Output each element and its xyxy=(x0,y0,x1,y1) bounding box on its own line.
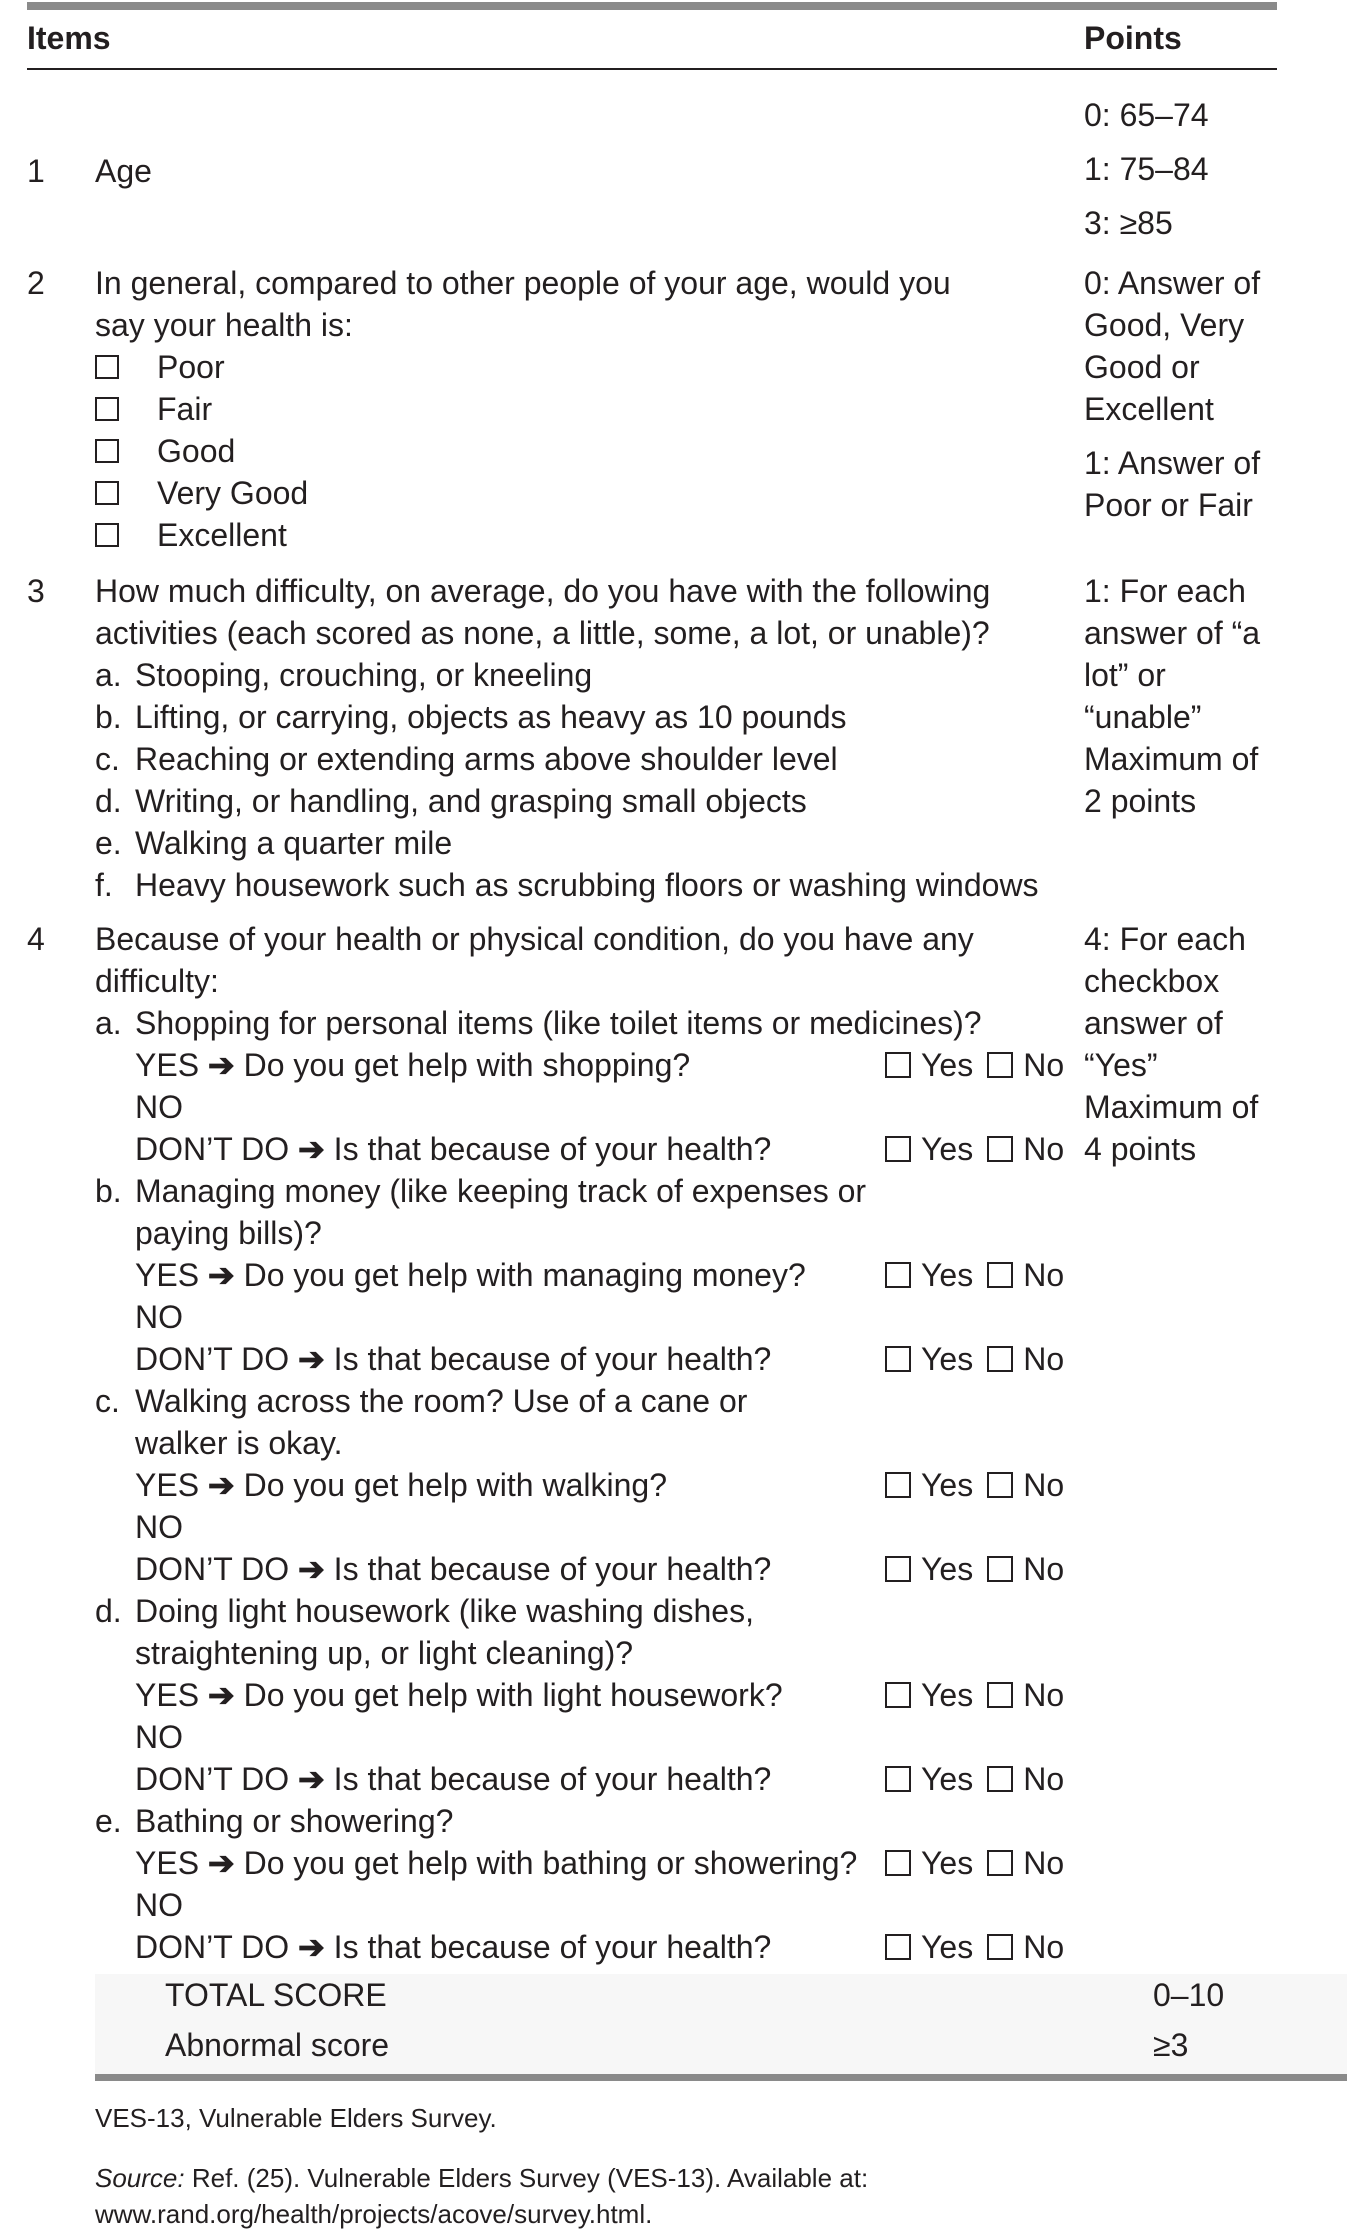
item4-points: 4: For each checkbox answer of “Yes” Maximum of 4 points xyxy=(1084,921,1259,1167)
question-text: Do you get help with light housework? xyxy=(243,1677,783,1713)
no-answer: NO xyxy=(135,1887,183,1923)
yes-row xyxy=(95,1674,1085,1716)
yes-no-choice[interactable] xyxy=(885,1254,1064,1296)
dont-question xyxy=(135,1338,885,1380)
yes-no-choice[interactable] xyxy=(885,1128,1064,1170)
no-row xyxy=(95,1506,1085,1548)
arrow-right-icon: ➔ xyxy=(207,1845,235,1881)
total-score-value: 0–10 xyxy=(1153,1977,1225,2013)
dont-row xyxy=(95,1758,1085,1800)
dont-row xyxy=(95,1128,1085,1170)
sub-question-a xyxy=(95,1002,1085,1044)
no-row xyxy=(95,1296,1085,1338)
item4-block xyxy=(95,918,1085,1968)
no-answer: NO xyxy=(135,1719,183,1755)
item-number: 4 xyxy=(27,921,45,957)
yes-label: Yes xyxy=(921,1677,974,1713)
yes-label: Yes xyxy=(921,1929,974,1965)
activity-text: Stooping, crouching, or kneeling xyxy=(135,657,593,693)
activity-text: Writing, or handling, and grasping small objects xyxy=(135,783,807,819)
dont-prefix: DON’T DO xyxy=(135,1131,290,1167)
checkbox-icon[interactable] xyxy=(95,355,119,379)
yes-row xyxy=(95,1464,1085,1506)
no-row xyxy=(95,1086,1085,1128)
question-text: Is that because of your health? xyxy=(333,1761,772,1797)
sub-question-b xyxy=(95,1170,895,1254)
sub-letter: d. xyxy=(95,1593,122,1629)
no-label: No xyxy=(1023,1467,1065,1503)
dont-row xyxy=(95,1338,1085,1380)
sub-text: Bathing or showering? xyxy=(135,1803,454,1839)
no-row xyxy=(95,1884,1085,1926)
sub-text: Shopping for personal items (like toilet items or medicines)? xyxy=(135,1005,982,1041)
no-label: No xyxy=(1023,1257,1065,1293)
yes-no-choice[interactable] xyxy=(885,1548,1064,1590)
checkbox-icon[interactable] xyxy=(885,1934,911,1960)
dont-prefix: DON’T DO xyxy=(135,1341,290,1377)
option-fair[interactable] xyxy=(95,388,965,430)
checkbox-icon[interactable] xyxy=(987,1136,1013,1162)
yes-label: Yes xyxy=(921,1467,974,1503)
source-note xyxy=(95,2160,1345,2232)
no-label: No xyxy=(1023,1929,1065,1965)
checkbox-icon[interactable] xyxy=(885,1136,911,1162)
yes-question xyxy=(135,1464,885,1506)
no-label: No xyxy=(1023,1677,1065,1713)
dont-question xyxy=(135,1758,885,1800)
no-answer: NO xyxy=(135,1089,183,1125)
activity-letter: f. xyxy=(95,867,113,903)
checkbox-icon[interactable] xyxy=(885,1262,911,1288)
option-label: Very Good xyxy=(157,475,309,511)
dont-question xyxy=(135,1548,885,1590)
item3-block xyxy=(95,570,1085,906)
yes-question xyxy=(135,1254,885,1296)
question-text: Do you get help with shopping? xyxy=(243,1047,691,1083)
activity-b xyxy=(95,696,1085,738)
option-good[interactable] xyxy=(95,430,965,472)
no-label: No xyxy=(1023,1341,1065,1377)
dont-prefix: DON’T DO xyxy=(135,1929,290,1965)
activity-text: Heavy housework such as scrubbing floors or washing windows xyxy=(135,867,1039,903)
question-text: Is that because of your health? xyxy=(333,1131,772,1167)
yes-question xyxy=(135,1044,885,1086)
yes-no-choice[interactable] xyxy=(885,1044,1064,1086)
activity-text: Walking a quarter mile xyxy=(135,825,453,861)
option-poor[interactable] xyxy=(95,346,965,388)
activity-letter: c. xyxy=(95,741,120,777)
yes-row xyxy=(95,1254,1085,1296)
total-score-label: TOTAL SCORE xyxy=(165,1977,387,2013)
checkbox-icon[interactable] xyxy=(987,1850,1013,1876)
no-label: No xyxy=(1023,1551,1065,1587)
yes-prefix: YES xyxy=(135,1677,200,1713)
bottom-rule xyxy=(95,2074,1347,2081)
arrow-right-icon: ➔ xyxy=(207,1677,235,1713)
points-line: 1: Answer of Poor or Fair xyxy=(1084,445,1261,523)
item2-points xyxy=(1084,262,1284,526)
checkbox-icon[interactable] xyxy=(987,1052,1013,1078)
question-text: Do you get help with bathing or showering? xyxy=(243,1845,858,1881)
yes-label: Yes xyxy=(921,1761,974,1797)
checkbox-icon[interactable] xyxy=(987,1556,1013,1582)
yes-question xyxy=(135,1674,885,1716)
checkbox-icon[interactable] xyxy=(95,439,119,463)
yes-prefix: YES xyxy=(135,1047,200,1083)
yes-no-choice[interactable] xyxy=(885,1464,1064,1506)
points-line: 1: 75–84 xyxy=(1084,151,1209,187)
yes-prefix: YES xyxy=(135,1257,200,1293)
item1-points xyxy=(1084,94,1284,244)
checkbox-icon[interactable] xyxy=(987,1262,1013,1288)
item2-text: In general, compared to other people of your age, would you say your health is: xyxy=(95,265,951,343)
no-label: No xyxy=(1023,1845,1065,1881)
abbreviation-note: VES-13, Vulnerable Elders Survey. xyxy=(95,2103,497,2133)
item3-points: 1: For each answer of “a lot” or “unable” Maximum of 2 points xyxy=(1084,573,1261,819)
sub-text: Doing light housework (like washing dishes, straightening up, or light cleaning)? xyxy=(135,1593,754,1671)
yes-no-choice[interactable] xyxy=(885,1674,1064,1716)
checkbox-icon[interactable] xyxy=(885,1556,911,1582)
yes-row xyxy=(95,1842,1085,1884)
source-label: Source: xyxy=(95,2163,185,2193)
points-line: 3: ≥85 xyxy=(1084,205,1173,241)
yes-label: Yes xyxy=(921,1257,974,1293)
yes-label: Yes xyxy=(921,1131,974,1167)
arrow-right-icon: ➔ xyxy=(207,1467,235,1503)
no-label: No xyxy=(1023,1047,1065,1083)
sub-letter: a. xyxy=(95,1005,122,1041)
activity-d xyxy=(95,780,1085,822)
arrow-right-icon: ➔ xyxy=(297,1551,325,1587)
header-points: Points xyxy=(1084,20,1182,56)
sub-question-e xyxy=(95,1800,1085,1842)
no-answer: NO xyxy=(135,1299,183,1335)
dont-row xyxy=(95,1548,1085,1590)
activity-e xyxy=(95,822,1085,864)
abnormal-score-value: ≥3 xyxy=(1153,2027,1189,2063)
option-label: Excellent xyxy=(157,517,287,553)
yes-no-choice[interactable] xyxy=(885,1758,1064,1800)
sub-letter: e. xyxy=(95,1803,122,1839)
source-text: Ref. (25). Vulnerable Elders Survey (VES-13). Available at: www.rand.org/health/projects/acove/survey.html. xyxy=(95,2163,869,2229)
arrow-right-icon: ➔ xyxy=(297,1761,325,1797)
checkbox-icon[interactable] xyxy=(885,1052,911,1078)
item4-text: Because of your health or physical condition, do you have any difficulty: xyxy=(95,921,974,999)
dont-prefix: DON’T DO xyxy=(135,1551,290,1587)
abnormal-score-label: Abnormal score xyxy=(165,2027,390,2063)
arrow-right-icon: ➔ xyxy=(297,1929,325,1965)
question-text: Do you get help with managing money? xyxy=(243,1257,806,1293)
no-label: No xyxy=(1023,1761,1065,1797)
activity-f xyxy=(95,864,1085,906)
checkbox-icon[interactable] xyxy=(885,1766,911,1792)
yes-prefix: YES xyxy=(135,1467,200,1503)
checkbox-icon[interactable] xyxy=(885,1472,911,1498)
no-row xyxy=(95,1716,1085,1758)
sub-text: Walking across the room? Use of a cane or walker is okay. xyxy=(135,1383,748,1461)
yes-row xyxy=(95,1044,1085,1086)
sub-question-d xyxy=(95,1590,815,1674)
checkbox-icon[interactable] xyxy=(987,1934,1013,1960)
yes-label: Yes xyxy=(921,1551,974,1587)
header-items: Items xyxy=(27,20,111,56)
item2-block xyxy=(95,262,965,556)
yes-label: Yes xyxy=(921,1845,974,1881)
arrow-right-icon: ➔ xyxy=(207,1257,235,1293)
question-text: Is that because of your health? xyxy=(333,1551,772,1587)
option-excellent[interactable] xyxy=(95,514,965,556)
option-label: Good xyxy=(157,433,236,469)
checkbox-icon[interactable] xyxy=(885,1346,911,1372)
activity-letter: d. xyxy=(95,783,122,819)
activity-text: Lifting, or carrying, objects as heavy as 10 pounds xyxy=(135,699,847,735)
yes-no-choice[interactable] xyxy=(885,1926,1064,1968)
item-number: 1 xyxy=(27,153,45,189)
points-line: 0: Answer of Good, Very Good or Excellent xyxy=(1084,265,1261,427)
yes-label: Yes xyxy=(921,1047,974,1083)
arrow-right-icon: ➔ xyxy=(297,1341,325,1377)
checkbox-icon[interactable] xyxy=(95,397,119,421)
item3-text: How much difficulty, on average, do you have with the following activities (each scored as none, a little, some, a lot, or unable)? xyxy=(95,573,991,651)
no-answer: NO xyxy=(135,1509,183,1545)
dont-question xyxy=(135,1926,885,1968)
top-rule xyxy=(27,2,1277,10)
question-text: Is that because of your health? xyxy=(333,1341,772,1377)
yes-label: Yes xyxy=(921,1341,974,1377)
activity-c xyxy=(95,738,1085,780)
dont-prefix: DON’T DO xyxy=(135,1761,290,1797)
yes-prefix: YES xyxy=(135,1845,200,1881)
sub-letter: c. xyxy=(95,1383,120,1419)
activity-a xyxy=(95,654,1085,696)
dont-question xyxy=(135,1128,885,1170)
checkbox-icon[interactable] xyxy=(95,481,119,505)
checkbox-icon[interactable] xyxy=(987,1472,1013,1498)
arrow-right-icon: ➔ xyxy=(297,1131,325,1167)
checkbox-icon[interactable] xyxy=(885,1682,911,1708)
header-rule xyxy=(27,68,1277,70)
checkbox-icon[interactable] xyxy=(885,1850,911,1876)
checkbox-icon[interactable] xyxy=(987,1682,1013,1708)
activity-text: Reaching or extending arms above shoulder level xyxy=(135,741,838,777)
question-text: Is that because of your health? xyxy=(333,1929,772,1965)
option-very-good[interactable] xyxy=(95,472,965,514)
option-label: Poor xyxy=(157,349,225,385)
item-number: 2 xyxy=(27,265,45,301)
checkbox-icon[interactable] xyxy=(987,1346,1013,1372)
checkbox-icon[interactable] xyxy=(987,1766,1013,1792)
sub-letter: b. xyxy=(95,1173,122,1209)
option-label: Fair xyxy=(157,391,213,427)
sub-question-c xyxy=(95,1380,815,1464)
yes-question xyxy=(135,1842,885,1884)
dont-row xyxy=(95,1926,1085,1968)
no-label: No xyxy=(1023,1131,1065,1167)
activity-letter: e. xyxy=(95,825,122,861)
item-text xyxy=(95,150,1085,192)
sub-text: Managing money (like keeping track of expenses or paying bills)? xyxy=(135,1173,867,1251)
question-text: Do you get help with walking? xyxy=(243,1467,667,1503)
activity-letter: b. xyxy=(95,699,122,735)
activity-letter: a. xyxy=(95,657,122,693)
item-number: 3 xyxy=(27,573,45,609)
checkbox-icon[interactable] xyxy=(95,523,119,547)
item1-text: Age xyxy=(95,153,152,189)
arrow-right-icon: ➔ xyxy=(207,1047,235,1083)
points-line: 0: 65–74 xyxy=(1084,97,1209,133)
yes-no-choice[interactable] xyxy=(885,1842,1064,1884)
yes-no-choice[interactable] xyxy=(885,1338,1064,1380)
